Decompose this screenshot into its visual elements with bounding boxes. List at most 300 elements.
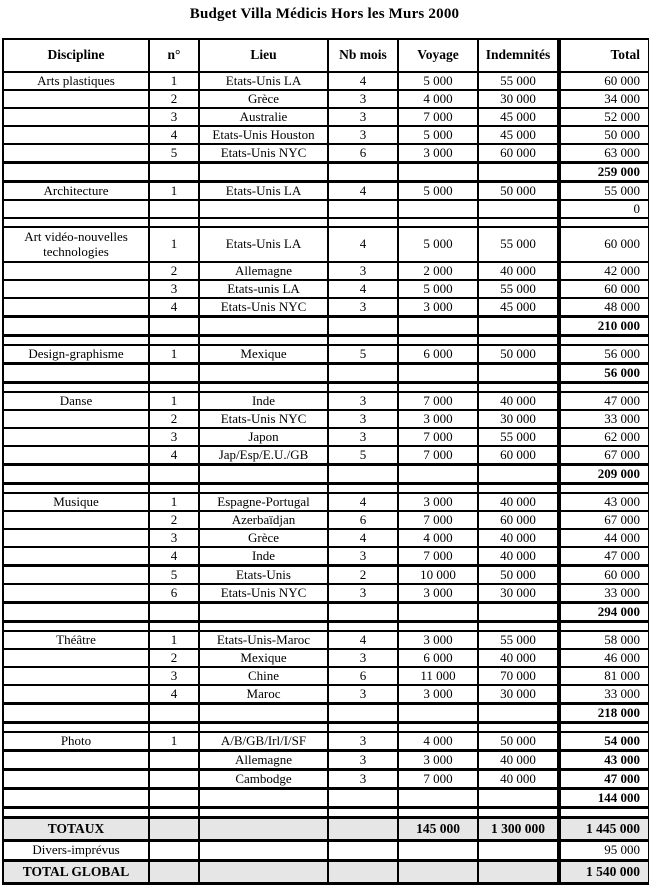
cell-indemnites: 40 000 (478, 262, 559, 280)
table-row (3, 345, 649, 364)
cell-lieu (199, 163, 328, 182)
cell-nb_mois: 6 (328, 511, 398, 529)
table-row (3, 446, 649, 465)
cell-nb_mois (328, 163, 398, 182)
cell-no: 6 (149, 584, 199, 603)
column-header-voyage: Voyage (398, 39, 478, 72)
table-row (3, 751, 649, 770)
table-row (3, 649, 649, 667)
cell-nb_mois: 5 (328, 345, 398, 364)
cell-no: 3 (149, 667, 199, 685)
cell-no: 1 (149, 493, 199, 511)
table-row (3, 723, 649, 733)
cell-total: 60 000 (559, 72, 649, 90)
cell-voyage: 7 000 (398, 511, 478, 529)
cell-lieu: Etats-Unis LA (199, 182, 328, 201)
cell-total (559, 383, 649, 393)
cell-voyage: 4 000 (398, 529, 478, 547)
cell-total: 60 000 (559, 566, 649, 585)
cell-lieu: Maroc (199, 685, 328, 704)
cell-lieu (199, 465, 328, 484)
cell-indemnites (478, 808, 559, 818)
column-header-indemnites: Indemnités (478, 39, 559, 72)
cell-lieu: Grèce (199, 529, 328, 547)
cell-indemnites: 40 000 (478, 493, 559, 511)
budget-table (2, 38, 649, 885)
cell-total: 1 445 000 (559, 818, 649, 841)
cell-nb_mois: 3 (328, 584, 398, 603)
cell-total (559, 723, 649, 733)
cell-nb_mois: 3 (328, 770, 398, 789)
cell-discipline (3, 622, 149, 632)
cell-total: 60 000 (559, 280, 649, 298)
cell-no: 5 (149, 566, 199, 585)
cell-voyage (398, 841, 478, 861)
cell-total: 52 000 (559, 108, 649, 126)
cell-nb_mois (328, 336, 398, 346)
cell-voyage: 7 000 (398, 770, 478, 789)
cell-no (149, 163, 199, 182)
cell-indemnites: 30 000 (478, 410, 559, 428)
cell-lieu: Australie (199, 108, 328, 126)
cell-no (149, 364, 199, 383)
cell-discipline (3, 667, 149, 685)
cell-lieu: Espagne-Portugal (199, 493, 328, 511)
cell-lieu: Etats-Unis Houston (199, 126, 328, 144)
cell-nb_mois (328, 818, 398, 841)
table-row (3, 336, 649, 346)
cell-indemnites: 55 000 (478, 631, 559, 649)
table-row (3, 392, 649, 410)
cell-voyage (398, 704, 478, 723)
cell-no: 4 (149, 547, 199, 566)
cell-voyage (398, 336, 478, 346)
cell-no: 1 (149, 392, 199, 410)
cell-indemnites: 50 000 (478, 566, 559, 585)
cell-discipline (3, 808, 149, 818)
cell-nb_mois: 2 (328, 566, 398, 585)
cell-indemnites: 50 000 (478, 732, 559, 751)
cell-discipline (3, 529, 149, 547)
cell-lieu: Chine (199, 667, 328, 685)
table-row (3, 566, 649, 585)
cell-indemnites (478, 789, 559, 808)
cell-discipline (3, 163, 149, 182)
cell-voyage: 3 000 (398, 685, 478, 704)
cell-voyage (398, 622, 478, 632)
cell-discipline (3, 428, 149, 446)
cell-indemnites: 45 000 (478, 108, 559, 126)
cell-lieu: Japon (199, 428, 328, 446)
cell-total: 56 000 (559, 345, 649, 364)
table-row (3, 383, 649, 393)
cell-nb_mois: 3 (328, 90, 398, 108)
cell-voyage: 7 000 (398, 428, 478, 446)
cell-no: 3 (149, 428, 199, 446)
cell-nb_mois (328, 861, 398, 884)
cell-nb_mois: 3 (328, 108, 398, 126)
cell-voyage: 5 000 (398, 72, 478, 90)
cell-lieu (199, 603, 328, 622)
cell-lieu: Grèce (199, 90, 328, 108)
cell-no (149, 484, 199, 494)
cell-nb_mois: 3 (328, 751, 398, 770)
cell-total: 33 000 (559, 584, 649, 603)
cell-voyage (398, 723, 478, 733)
cell-voyage: 6 000 (398, 649, 478, 667)
cell-total: 294 000 (559, 603, 649, 622)
cell-discipline: Photo (3, 732, 149, 751)
cell-total: 58 000 (559, 631, 649, 649)
cell-lieu (199, 484, 328, 494)
cell-no (149, 818, 199, 841)
table-row (3, 841, 649, 861)
cell-indemnites (478, 163, 559, 182)
table-row (3, 529, 649, 547)
cell-discipline (3, 547, 149, 566)
cell-indemnites: 60 000 (478, 446, 559, 465)
cell-voyage (398, 484, 478, 494)
cell-total: 81 000 (559, 667, 649, 685)
cell-total: 44 000 (559, 529, 649, 547)
cell-nb_mois: 3 (328, 392, 398, 410)
table-row (3, 126, 649, 144)
cell-indemnites: 55 000 (478, 72, 559, 90)
cell-nb_mois: 3 (328, 126, 398, 144)
cell-nb_mois (328, 218, 398, 227)
table-row (3, 317, 649, 336)
cell-no: 1 (149, 631, 199, 649)
cell-total: 43 000 (559, 493, 649, 511)
cell-nb_mois (328, 484, 398, 494)
cell-discipline: Théâtre (3, 631, 149, 649)
table-row (3, 603, 649, 622)
cell-no: 2 (149, 262, 199, 280)
cell-indemnites: 40 000 (478, 547, 559, 566)
cell-voyage (398, 603, 478, 622)
cell-indemnites: 55 000 (478, 280, 559, 298)
cell-voyage: 10 000 (398, 566, 478, 585)
cell-total: 1 540 000 (559, 861, 649, 884)
cell-voyage: 3 000 (398, 584, 478, 603)
table-row (3, 182, 649, 201)
table-row (3, 484, 649, 494)
cell-lieu (199, 622, 328, 632)
cell-voyage: 7 000 (398, 547, 478, 566)
cell-lieu: Mexique (199, 649, 328, 667)
cell-indemnites: 60 000 (478, 144, 559, 163)
cell-discipline (3, 108, 149, 126)
cell-indemnites (478, 603, 559, 622)
cell-no (149, 603, 199, 622)
cell-no: 4 (149, 446, 199, 465)
cell-discipline (3, 584, 149, 603)
cell-lieu (199, 861, 328, 884)
table-row (3, 631, 649, 649)
cell-total: 48 000 (559, 298, 649, 317)
cell-lieu (199, 200, 328, 218)
cell-no: 1 (149, 732, 199, 751)
column-header-nb_mois: Nb mois (328, 39, 398, 72)
cell-discipline (3, 280, 149, 298)
cell-total: 34 000 (559, 90, 649, 108)
cell-no: 3 (149, 280, 199, 298)
cell-voyage: 3 000 (398, 751, 478, 770)
cell-total: 33 000 (559, 410, 649, 428)
cell-voyage: 7 000 (398, 392, 478, 410)
cell-indemnites (478, 218, 559, 227)
cell-indemnites (478, 861, 559, 884)
cell-nb_mois (328, 704, 398, 723)
table-header-row (3, 39, 649, 72)
cell-no: 1 (149, 72, 199, 90)
cell-indemnites: 30 000 (478, 90, 559, 108)
page-title: Budget Villa Médicis Hors les Murs 2000 (189, 6, 460, 22)
cell-nb_mois: 3 (328, 428, 398, 446)
cell-indemnites (478, 723, 559, 733)
cell-nb_mois (328, 723, 398, 733)
cell-no (149, 622, 199, 632)
cell-discipline: Design-graphisme (3, 345, 149, 364)
cell-indemnites (478, 364, 559, 383)
cell-indemnites: 70 000 (478, 667, 559, 685)
cell-indemnites: 55 000 (478, 428, 559, 446)
table-row (3, 818, 649, 841)
cell-indemnites (478, 383, 559, 393)
cell-no: 4 (149, 298, 199, 317)
cell-indemnites: 30 000 (478, 584, 559, 603)
cell-discipline: TOTAL GLOBAL (3, 861, 149, 884)
cell-lieu (199, 789, 328, 808)
cell-total: 144 000 (559, 789, 649, 808)
cell-total: 218 000 (559, 704, 649, 723)
cell-lieu (199, 704, 328, 723)
cell-nb_mois: 4 (328, 182, 398, 201)
cell-nb_mois: 4 (328, 280, 398, 298)
cell-nb_mois: 4 (328, 529, 398, 547)
cell-lieu (199, 336, 328, 346)
cell-lieu (199, 317, 328, 336)
column-header-total: Total (559, 39, 649, 72)
cell-nb_mois: 4 (328, 227, 398, 262)
cell-lieu: Inde (199, 392, 328, 410)
cell-lieu: Etats-Unis-Maroc (199, 631, 328, 649)
cell-discipline (3, 603, 149, 622)
cell-discipline (3, 751, 149, 770)
cell-nb_mois (328, 364, 398, 383)
cell-voyage (398, 383, 478, 393)
cell-nb_mois (328, 603, 398, 622)
table-row (3, 227, 649, 262)
column-header-no: n° (149, 39, 199, 72)
cell-nb_mois (328, 622, 398, 632)
cell-discipline (3, 383, 149, 393)
cell-discipline (3, 262, 149, 280)
cell-discipline (3, 364, 149, 383)
cell-voyage (398, 861, 478, 884)
cell-discipline (3, 317, 149, 336)
cell-voyage: 11 000 (398, 667, 478, 685)
cell-total: 42 000 (559, 262, 649, 280)
cell-no: 2 (149, 90, 199, 108)
cell-voyage (398, 218, 478, 227)
cell-discipline (3, 218, 149, 227)
cell-lieu (199, 383, 328, 393)
cell-discipline (3, 465, 149, 484)
cell-discipline (3, 566, 149, 585)
cell-indemnites: 60 000 (478, 511, 559, 529)
cell-discipline: Art vidéo-nouvelles technologies (3, 227, 149, 262)
cell-indemnites: 50 000 (478, 182, 559, 201)
table-row (3, 861, 649, 884)
cell-total (559, 484, 649, 494)
cell-no: 3 (149, 108, 199, 126)
cell-lieu (199, 808, 328, 818)
table-row (3, 808, 649, 818)
cell-indemnites: 45 000 (478, 298, 559, 317)
cell-total: 50 000 (559, 126, 649, 144)
cell-nb_mois (328, 789, 398, 808)
cell-lieu: Inde (199, 547, 328, 566)
cell-discipline (3, 126, 149, 144)
cell-voyage: 7 000 (398, 446, 478, 465)
cell-discipline (3, 298, 149, 317)
cell-total: 47 000 (559, 770, 649, 789)
cell-nb_mois: 3 (328, 298, 398, 317)
cell-no: 4 (149, 685, 199, 704)
cell-nb_mois: 4 (328, 631, 398, 649)
table-row (3, 584, 649, 603)
cell-voyage (398, 808, 478, 818)
cell-discipline (3, 723, 149, 733)
cell-no (149, 841, 199, 861)
cell-discipline (3, 336, 149, 346)
cell-indemnites: 40 000 (478, 751, 559, 770)
table-row (3, 789, 649, 808)
table-row (3, 685, 649, 704)
cell-nb_mois (328, 383, 398, 393)
cell-discipline (3, 789, 149, 808)
cell-voyage: 3 000 (398, 493, 478, 511)
cell-nb_mois: 6 (328, 667, 398, 685)
cell-no: 2 (149, 511, 199, 529)
cell-total: 209 000 (559, 465, 649, 484)
cell-indemnites (478, 704, 559, 723)
cell-voyage: 5 000 (398, 280, 478, 298)
table-row (3, 200, 649, 218)
cell-no: 2 (149, 410, 199, 428)
cell-lieu: Mexique (199, 345, 328, 364)
cell-lieu: Etats-Unis (199, 566, 328, 585)
cell-lieu: A/B/GB/Irl/I/SF (199, 732, 328, 751)
table-row (3, 667, 649, 685)
cell-discipline (3, 770, 149, 789)
cell-discipline: Architecture (3, 182, 149, 201)
cell-indemnites (478, 200, 559, 218)
table-row (3, 770, 649, 789)
cell-total: 54 000 (559, 732, 649, 751)
cell-total: 67 000 (559, 446, 649, 465)
cell-voyage: 5 000 (398, 126, 478, 144)
cell-total: 55 000 (559, 182, 649, 201)
cell-discipline (3, 446, 149, 465)
table-row (3, 493, 649, 511)
cell-total: 56 000 (559, 364, 649, 383)
table-row (3, 547, 649, 566)
cell-voyage (398, 200, 478, 218)
cell-voyage: 4 000 (398, 732, 478, 751)
cell-discipline (3, 649, 149, 667)
cell-discipline (3, 704, 149, 723)
cell-lieu: Azerbaïdjan (199, 511, 328, 529)
cell-total: 62 000 (559, 428, 649, 446)
cell-total: 67 000 (559, 511, 649, 529)
cell-indemnites: 50 000 (478, 345, 559, 364)
cell-no (149, 704, 199, 723)
cell-no (149, 383, 199, 393)
cell-voyage (398, 364, 478, 383)
cell-nb_mois: 3 (328, 732, 398, 751)
cell-discipline (3, 511, 149, 529)
column-header-discipline: Discipline (3, 39, 149, 72)
cell-discipline: Divers-imprévus (3, 841, 149, 861)
cell-indemnites: 40 000 (478, 649, 559, 667)
cell-no: 3 (149, 529, 199, 547)
cell-discipline (3, 90, 149, 108)
cell-nb_mois: 4 (328, 493, 398, 511)
table-row (3, 364, 649, 383)
cell-no (149, 336, 199, 346)
cell-total: 60 000 (559, 227, 649, 262)
cell-no: 2 (149, 649, 199, 667)
cell-lieu: Etats-Unis LA (199, 227, 328, 262)
cell-voyage: 2 000 (398, 262, 478, 280)
cell-lieu: Etats-unis LA (199, 280, 328, 298)
cell-discipline: Danse (3, 392, 149, 410)
cell-lieu: Allemagne (199, 262, 328, 280)
cell-nb_mois: 3 (328, 410, 398, 428)
cell-discipline: Arts plastiques (3, 72, 149, 90)
cell-discipline: Musique (3, 493, 149, 511)
cell-lieu (199, 218, 328, 227)
cell-discipline (3, 685, 149, 704)
cell-nb_mois (328, 841, 398, 861)
cell-indemnites (478, 336, 559, 346)
cell-voyage (398, 465, 478, 484)
cell-lieu (199, 818, 328, 841)
table-row (3, 72, 649, 90)
cell-indemnites: 55 000 (478, 227, 559, 262)
cell-no: 5 (149, 144, 199, 163)
cell-total (559, 808, 649, 818)
table-row (3, 511, 649, 529)
cell-nb_mois (328, 200, 398, 218)
cell-voyage: 145 000 (398, 818, 478, 841)
cell-nb_mois: 3 (328, 649, 398, 667)
cell-indemnites: 40 000 (478, 392, 559, 410)
cell-voyage: 7 000 (398, 108, 478, 126)
cell-no (149, 770, 199, 789)
cell-total: 43 000 (559, 751, 649, 770)
cell-total (559, 622, 649, 632)
cell-voyage (398, 789, 478, 808)
cell-lieu: Allemagne (199, 751, 328, 770)
cell-total: 63 000 (559, 144, 649, 163)
cell-lieu: Etats-Unis NYC (199, 144, 328, 163)
cell-nb_mois: 4 (328, 72, 398, 90)
cell-voyage: 3 000 (398, 144, 478, 163)
cell-indemnites: 45 000 (478, 126, 559, 144)
